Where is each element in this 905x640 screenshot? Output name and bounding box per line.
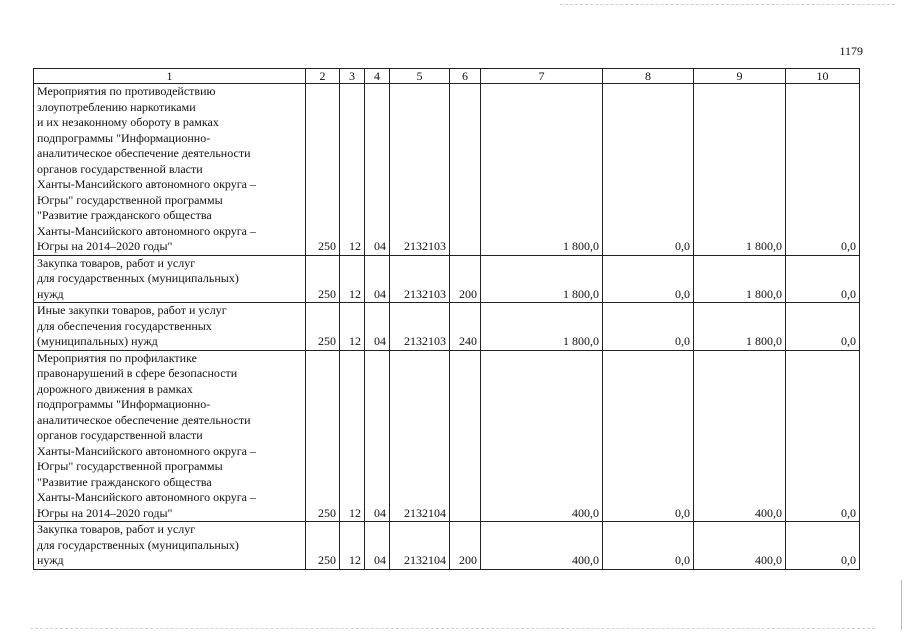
table-row — [34, 303, 860, 351]
table-row — [34, 255, 860, 303]
cell-amount: 400,0 — [694, 522, 786, 570]
table-header — [34, 69, 860, 84]
cell-section: 12 — [340, 350, 365, 522]
table-row — [34, 84, 860, 256]
cell-amount: 400,0 — [481, 350, 603, 522]
cell-section: 12 — [340, 84, 365, 256]
cell-ministry: 250 — [306, 303, 340, 351]
cell-section: 12 — [340, 522, 365, 570]
cell-expense-type: 200 — [450, 255, 481, 303]
cell-expense-type: 240 — [450, 303, 481, 351]
column-header: 8 — [603, 69, 694, 84]
cell-amount: 1 800,0 — [694, 303, 786, 351]
budget-table — [33, 68, 860, 570]
cell-amount: 400,0 — [481, 522, 603, 570]
row-name: Закупка товаров, работ и услуг для государственных (муниципальных) нужд — [34, 255, 306, 303]
cell-amount: 0,0 — [786, 84, 860, 256]
cell-amount: 0,0 — [603, 522, 694, 570]
cell-target-article: 2132103 — [390, 303, 450, 351]
cell-amount: 400,0 — [694, 350, 786, 522]
cell-target-article: 2132103 — [390, 255, 450, 303]
table-row — [34, 350, 860, 522]
cell-expense-type — [450, 350, 481, 522]
table-body — [34, 84, 860, 570]
column-header: 7 — [481, 69, 603, 84]
cell-amount: 0,0 — [603, 84, 694, 256]
header-row — [34, 69, 860, 84]
column-header: 3 — [340, 69, 365, 84]
cell-amount: 1 800,0 — [481, 255, 603, 303]
cell-target-article: 2132104 — [390, 350, 450, 522]
table-row — [34, 522, 860, 570]
column-header: 4 — [365, 69, 390, 84]
row-name: Закупка товаров, работ и услуг для государственных (муниципальных) нужд — [34, 522, 306, 570]
scan-artifact-bottom — [30, 628, 875, 629]
cell-amount: 1 800,0 — [694, 84, 786, 256]
scan-artifact-top — [560, 4, 895, 5]
cell-subsection: 04 — [365, 84, 390, 256]
cell-subsection: 04 — [365, 303, 390, 351]
column-header: 2 — [306, 69, 340, 84]
row-name: Иные закупки товаров, работ и услуг для обеспечения государственных (муниципальных) нужд — [34, 303, 306, 351]
cell-section: 12 — [340, 303, 365, 351]
cell-amount: 0,0 — [786, 522, 860, 570]
column-header: 9 — [694, 69, 786, 84]
cell-amount: 0,0 — [786, 255, 860, 303]
cell-ministry: 250 — [306, 84, 340, 256]
page-number: 1179 — [839, 44, 863, 58]
cell-amount: 1 800,0 — [694, 255, 786, 303]
column-header: 1 — [34, 69, 306, 84]
cell-target-article: 2132104 — [390, 522, 450, 570]
column-header: 10 — [786, 69, 860, 84]
cell-amount: 0,0 — [786, 350, 860, 522]
cell-amount: 0,0 — [603, 350, 694, 522]
column-header: 5 — [390, 69, 450, 84]
cell-subsection: 04 — [365, 522, 390, 570]
column-header: 6 — [450, 69, 481, 84]
cell-expense-type — [450, 84, 481, 256]
cell-amount: 1 800,0 — [481, 303, 603, 351]
cell-ministry: 250 — [306, 522, 340, 570]
cell-amount: 0,0 — [603, 255, 694, 303]
cell-ministry: 250 — [306, 255, 340, 303]
scan-artifact-right — [901, 580, 902, 630]
cell-subsection: 04 — [365, 350, 390, 522]
row-name: Мероприятия по профилактике правонарушений в сфере безопасности дорожного движения в рамках подпрограммы "Информационно- аналитическое обеспечение деятельности органов государственной власти Ханты-Мансийского автономного округа – Югры" государственной программы "Развитие гражданского общества Ханты-Мансийского автономного округа – Югры на 2014–2020 годы" — [34, 350, 306, 522]
row-name: Мероприятия по противодействию злоупотреблению наркотиками и их незаконному обороту в рамках подпрограммы "Информационно- аналитическое обеспечение деятельности органов государственной власти Ханты-Мансийского автономного округа – Югры" государственной программы "Развитие гражданского общества Ханты-Мансийского автономного округа – Югры на 2014–2020 годы" — [34, 84, 306, 256]
cell-amount: 0,0 — [603, 303, 694, 351]
cell-amount: 0,0 — [786, 303, 860, 351]
cell-amount: 1 800,0 — [481, 84, 603, 256]
cell-section: 12 — [340, 255, 365, 303]
cell-expense-type: 200 — [450, 522, 481, 570]
cell-ministry: 250 — [306, 350, 340, 522]
cell-subsection: 04 — [365, 255, 390, 303]
cell-target-article: 2132103 — [390, 84, 450, 256]
